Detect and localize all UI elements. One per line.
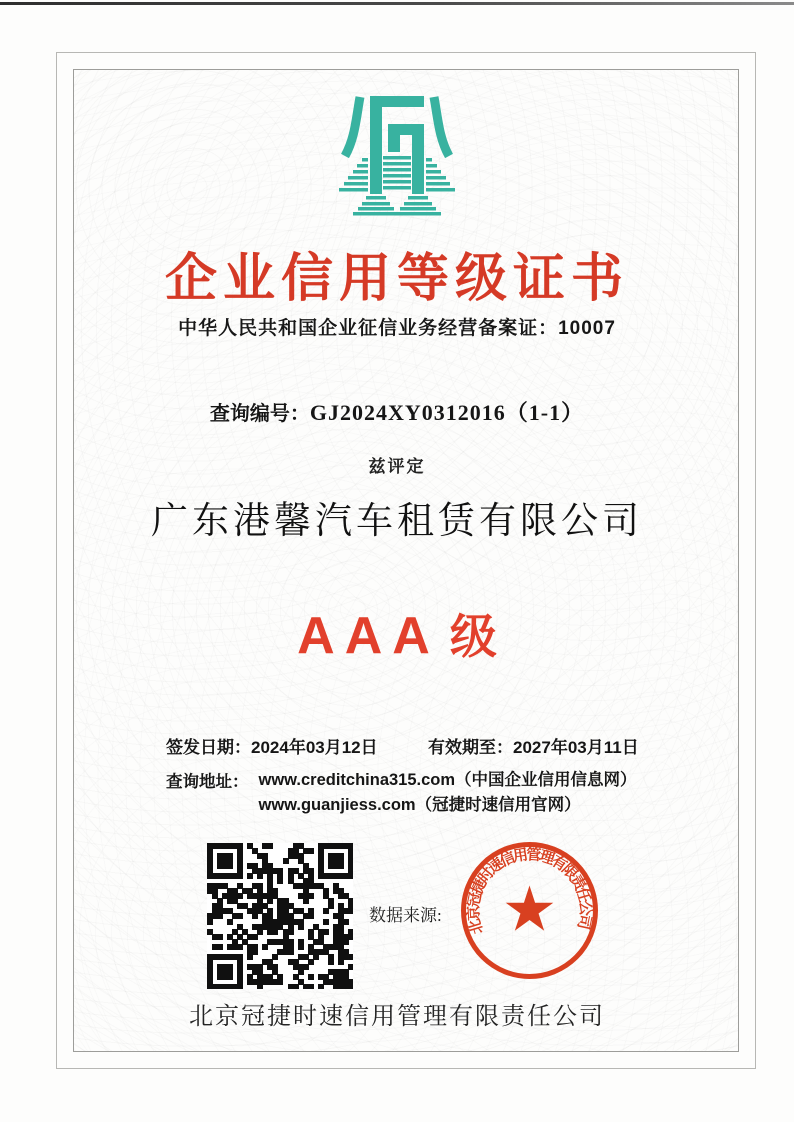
company-name: 广东港馨汽车租赁有限公司 bbox=[151, 501, 643, 542]
rating-line bbox=[0, 600, 794, 667]
company-seal bbox=[457, 838, 602, 983]
registration-line: 中华人民共和国企业征信业务经营备案证：10007 bbox=[178, 318, 616, 339]
scan-artifact-line bbox=[0, 2, 794, 5]
seal-star-icon bbox=[506, 886, 554, 931]
hereby-text: 兹评定 bbox=[368, 457, 426, 476]
query-address-row bbox=[166, 768, 637, 818]
guanjie-logo-icon bbox=[0, 94, 794, 223]
query-number-line bbox=[0, 396, 794, 427]
issuer-name: 北京冠捷时速信用管理有限责任公司 bbox=[189, 1003, 605, 1030]
query-address-url-2: www.guanjiess.com（冠捷时速信用官网） bbox=[258, 796, 581, 814]
issue-date-label: 签发日期： bbox=[166, 738, 251, 757]
valid-until-value: 2027年03月11日 bbox=[513, 738, 639, 757]
issue-date bbox=[166, 733, 378, 758]
query-number-label: 查询编号： bbox=[209, 403, 310, 425]
rating-letters: AAA bbox=[297, 607, 440, 665]
valid-until-label: 有效期至： bbox=[428, 738, 513, 757]
query-address-lines bbox=[259, 768, 637, 818]
issue-date-value: 2024年03月12日 bbox=[251, 738, 378, 757]
rating-suffix: 级 bbox=[449, 610, 497, 663]
qr-code bbox=[207, 843, 353, 989]
certificate-title: 企业信用等级证书 bbox=[164, 250, 629, 308]
query-number-value: GJ2024XY0312016（1-1） bbox=[309, 400, 585, 425]
data-source-label: 数据来源: bbox=[369, 906, 442, 925]
seal-text: 北京冠捷时速信用管理有限责任公司 bbox=[466, 847, 593, 936]
valid-until bbox=[428, 733, 639, 758]
query-address-url-1: www.creditchina315.com（中国企业信用信息网） bbox=[258, 771, 637, 789]
query-address-label: 查询地址： bbox=[166, 773, 249, 791]
